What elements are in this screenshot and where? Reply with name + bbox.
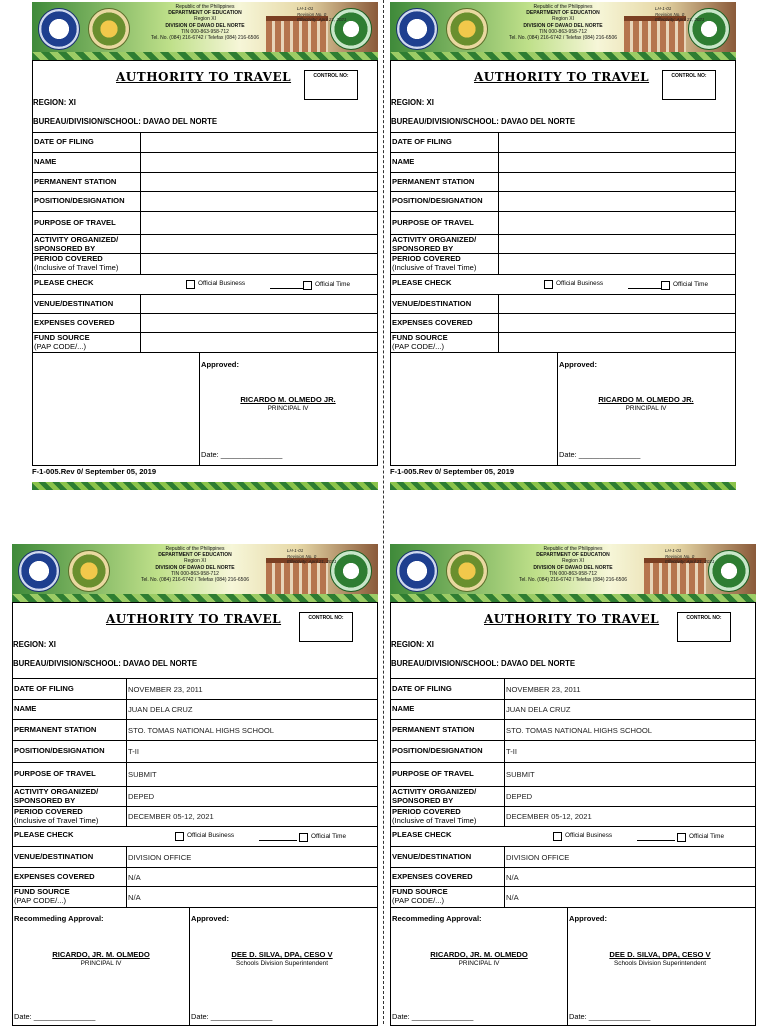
row-divider	[498, 173, 499, 192]
row-divider	[140, 173, 141, 192]
fund-label: FUND SOURCE	[34, 333, 90, 342]
document-code-code1: LH-1-01	[297, 6, 314, 11]
row-divider	[126, 868, 127, 887]
letterhead-line5: TIN 000-863-958-712	[171, 570, 219, 577]
row-divider	[126, 679, 127, 700]
form-row-please-check	[391, 826, 755, 847]
official-time-label: Official Time	[689, 833, 725, 840]
form-title: AUTHORITY TO TRAVEL	[116, 70, 292, 84]
date-of-filing-field[interactable]: NOVEMBER 23, 2011	[128, 685, 203, 694]
permanent-station-label: PERMANENT STATION	[34, 177, 117, 186]
control-no-box[interactable]: CONTROL NO:	[304, 70, 358, 100]
form-row-expenses	[33, 313, 377, 333]
fund-label: FUND SOURCE	[392, 333, 448, 342]
official-business-label: Official Business	[565, 832, 613, 839]
date-of-filing-label: DATE OF FILING	[392, 137, 452, 146]
letterhead-line1: Republic of the Philippines	[533, 4, 593, 10]
approved-label: Approved:	[569, 914, 607, 923]
row-divider	[498, 314, 499, 333]
letterhead-band	[390, 52, 736, 60]
form-row-date-of-filing	[33, 132, 377, 153]
form-row-position	[391, 191, 735, 212]
bureau-label: BUREAU/DIVISION/SCHOOL: DAVAO DEL NORTE	[13, 659, 198, 668]
row-divider	[498, 295, 499, 314]
row-divider	[126, 741, 127, 763]
form-row-purpose	[33, 211, 377, 235]
form-row-period	[391, 806, 755, 827]
date-of-filing-label: DATE OF FILING	[34, 137, 94, 146]
fund-field[interactable]: N/A	[506, 893, 519, 902]
letterhead-line2: DEPARTMENT OF EDUCATION	[536, 552, 610, 559]
control-no-box[interactable]: CONTROL NO:	[677, 612, 731, 642]
please-check-label: PLEASE CHECK	[392, 278, 452, 287]
fund-label-2: (PAP CODE/...)	[34, 342, 87, 351]
approver-position: Schools Division Superintendent	[613, 960, 706, 967]
letterhead-text	[110, 546, 280, 583]
form-row-activity	[391, 234, 735, 254]
recommending-approval-label: Recommeding Approval:	[14, 914, 104, 923]
form-row-date-of-filing	[13, 678, 377, 700]
letterhead-line6: Tel. No. (084) 216-6742 / Telefax (084) 216-6506	[150, 35, 260, 42]
row-divider	[498, 192, 499, 212]
row-divider	[126, 720, 127, 741]
purpose-field[interactable]: SUBMIT	[128, 770, 157, 779]
document-code-code2: Revision No. 0	[655, 11, 685, 17]
recommend-date-field[interactable]: Date: _______________	[14, 1012, 96, 1021]
region-label: REGION: XI	[13, 640, 56, 649]
approver-name: DEE D. SILVA, DPA, CESO V	[609, 950, 711, 959]
period-label-2: (Inclusive of Travel Time)	[34, 263, 119, 272]
recommender-name: RICARDO, JR. M. OLMEDO	[430, 950, 528, 959]
row-divider	[140, 153, 141, 173]
letterhead	[12, 544, 378, 602]
position-label: POSITION/DESIGNATION	[392, 196, 483, 205]
official-time-label: Official Time	[673, 281, 709, 288]
fund-label-2: (PAP CODE/...)	[14, 896, 67, 905]
letterhead-band	[12, 594, 378, 602]
footer-band	[390, 482, 736, 490]
row-divider	[498, 254, 499, 275]
official-time-checkbox[interactable]	[677, 833, 686, 842]
venue-label: VENUE/DESTINATION	[392, 852, 472, 861]
approver-position: Schools Division Superintendent	[235, 960, 328, 967]
letterhead	[390, 2, 736, 60]
signature-area	[391, 907, 755, 1026]
expenses-field[interactable]: N/A	[128, 873, 141, 882]
please-check-label: PLEASE CHECK	[392, 830, 452, 839]
signature-divider	[567, 908, 568, 1026]
letterhead-band	[32, 52, 378, 60]
row-divider	[504, 807, 505, 827]
form-row-period	[13, 806, 377, 827]
activity-label: ACTIVITY ORGANIZED/	[14, 787, 99, 796]
approval-date-field[interactable]: Date: _______________	[559, 450, 641, 459]
signature-area	[391, 352, 735, 466]
region-label: REGION: XI	[391, 98, 434, 107]
travel-form	[390, 544, 756, 1024]
approval-date-field[interactable]: Date: _______________	[569, 1012, 651, 1021]
activity-label-2: SPONSORED BY	[14, 796, 76, 805]
row-divider	[126, 763, 127, 787]
document-code	[287, 548, 336, 565]
form-row-please-check	[33, 274, 377, 295]
position-field[interactable]: T-II	[506, 747, 517, 756]
cut-line	[383, 0, 384, 1024]
approved-label: Approved:	[201, 360, 239, 369]
form-row-fund	[391, 332, 735, 353]
approver-position: PRINCIPAL IV	[267, 405, 309, 412]
form-row-fund	[13, 886, 377, 908]
form-body	[390, 602, 756, 1026]
period-label: PERIOD COVERED	[392, 807, 461, 816]
period-label-2: (Inclusive of Travel Time)	[392, 263, 477, 272]
official-business-checkbox[interactable]	[553, 832, 562, 841]
footer-band	[32, 482, 378, 490]
letterhead-line1: Republic of the Philippines	[175, 4, 235, 10]
form-row-date-of-filing	[391, 132, 735, 153]
document-code-code3: Effectivity: April 21, 2021	[287, 559, 337, 564]
document-code	[655, 6, 704, 23]
document-code-code2: Revision No. 0	[665, 553, 695, 559]
letterhead-line5: TIN 000-863-958-712	[181, 28, 229, 35]
row-divider	[504, 887, 505, 908]
form-title: AUTHORITY TO TRAVEL	[474, 70, 650, 84]
name-field[interactable]: JUAN DELA CRUZ	[128, 705, 193, 714]
form-row-expenses	[391, 313, 735, 333]
letterhead	[32, 2, 378, 60]
form-row-name	[391, 152, 735, 173]
activity-label: ACTIVITY ORGANIZED/	[34, 235, 119, 244]
form-row-name	[391, 699, 755, 720]
bureau-label: BUREAU/DIVISION/SCHOOL: DAVAO DEL NORTE	[391, 659, 576, 668]
approval-date-field[interactable]: Date: _______________	[191, 1012, 273, 1021]
venue-field[interactable]: DIVISION OFFICE	[128, 853, 192, 862]
approver-name: RICARDO M. OLMEDO JR.	[598, 395, 694, 404]
signature-divider	[189, 908, 190, 1026]
document-code-code2: Revision No. 0	[297, 11, 327, 17]
row-divider	[140, 333, 141, 353]
activity-field[interactable]: DEPED	[506, 792, 533, 801]
permanent-station-label: PERMANENT STATION	[392, 725, 475, 734]
activity-label: ACTIVITY ORGANIZED/	[392, 235, 477, 244]
travel-form	[12, 544, 378, 1024]
expenses-label: EXPENSES COVERED	[392, 872, 473, 881]
deped-seal-icon	[38, 8, 80, 50]
form-row-activity	[33, 234, 377, 254]
venue-label: VENUE/DESTINATION	[392, 299, 472, 308]
expenses-field[interactable]: N/A	[506, 873, 519, 882]
permanent-station-label: PERMANENT STATION	[14, 725, 97, 734]
row-divider	[504, 763, 505, 787]
name-field[interactable]: JUAN DELA CRUZ	[506, 705, 571, 714]
row-divider	[498, 133, 499, 153]
row-divider	[140, 133, 141, 153]
form-row-permanent-station	[33, 172, 377, 192]
approved-label: Approved:	[191, 914, 229, 923]
letterhead-line4: DIVISION OF DAVAO DEL NORTE	[165, 22, 245, 29]
letterhead-line5: TIN 000-863-958-712	[549, 570, 597, 577]
document-code-code1: LH-1-01	[655, 6, 672, 11]
position-field[interactable]: T-II	[128, 747, 139, 756]
signature-divider	[199, 353, 200, 466]
form-row-purpose	[13, 762, 377, 787]
row-divider	[126, 887, 127, 908]
row-divider	[140, 254, 141, 275]
letterhead-line6: Tel. No. (084) 216-6742 / Telefax (084) 216-6506	[140, 577, 250, 584]
permanent-station-field[interactable]: STO. TOMAS NATIONAL HIGHS SCHOOL	[506, 726, 652, 735]
row-divider	[498, 333, 499, 353]
recommender-position: PRINCIPAL IV	[458, 960, 500, 967]
please-check-label: PLEASE CHECK	[14, 830, 74, 839]
row-divider	[126, 847, 127, 868]
row-divider	[126, 807, 127, 827]
official-business-label: Official Business	[187, 832, 235, 839]
letterhead-line3: Region XI	[562, 558, 584, 565]
form-row-name	[13, 699, 377, 720]
period-label: PERIOD COVERED	[14, 807, 83, 816]
form-row-position	[33, 191, 377, 212]
activity-field[interactable]: DEPED	[128, 792, 155, 801]
letterhead-text	[120, 4, 290, 41]
form-code-footer: F-1-005.Rev 0/ September 05, 2019	[32, 467, 157, 476]
division-seal-icon	[446, 550, 488, 592]
form-row-expenses	[391, 867, 755, 887]
fund-field[interactable]: N/A	[128, 893, 141, 902]
period-label-2: (Inclusive of Travel Time)	[14, 816, 99, 825]
venue-field[interactable]: DIVISION OFFICE	[506, 853, 570, 862]
form-row-venue	[33, 294, 377, 314]
form-row-please-check	[13, 826, 377, 847]
row-divider	[140, 235, 141, 254]
letterhead-line3: Region XI	[184, 558, 206, 565]
purpose-field[interactable]: SUBMIT	[506, 770, 535, 779]
form-body	[390, 60, 736, 466]
activity-label-2: SPONSORED BY	[392, 244, 454, 253]
form-row-permanent-station	[391, 172, 735, 192]
control-no-box[interactable]: CONTROL NO:	[299, 612, 353, 642]
region-label: REGION: XI	[33, 98, 76, 107]
letterhead-text	[488, 546, 658, 583]
row-divider	[498, 212, 499, 235]
form-row-name	[33, 152, 377, 173]
official-business-label: Official Business	[556, 280, 604, 287]
purpose-label: PURPOSE OF TRAVEL	[14, 769, 96, 778]
fund-label-2: (PAP CODE/...)	[392, 342, 445, 351]
form-row-date-of-filing	[391, 678, 755, 700]
row-divider	[498, 235, 499, 254]
period-field[interactable]: DECEMBER 05-12, 2021	[128, 812, 214, 821]
approver-position: PRINCIPAL IV	[625, 405, 667, 412]
letterhead-line3: Region XI	[552, 16, 574, 23]
letterhead-line3: Region XI	[194, 16, 216, 23]
signature-area	[33, 352, 377, 466]
form-row-fund	[33, 332, 377, 353]
form-row-activity	[13, 786, 377, 807]
expenses-label: EXPENSES COVERED	[392, 318, 473, 327]
division-seal-icon	[68, 550, 110, 592]
approver-name: DEE D. SILVA, DPA, CESO V	[231, 950, 333, 959]
form-row-fund	[391, 886, 755, 908]
row-divider	[140, 314, 141, 333]
name-label: NAME	[14, 704, 37, 713]
document-code	[297, 6, 346, 23]
document-code-code3: Effectivity: April 21, 2021	[655, 17, 705, 22]
fund-label: FUND SOURCE	[14, 887, 70, 896]
official-business-label: Official Business	[198, 280, 246, 287]
date-of-filing-field[interactable]: NOVEMBER 23, 2011	[506, 685, 581, 694]
row-divider	[504, 679, 505, 700]
form-row-purpose	[391, 762, 755, 787]
document-code-code1: LH-1-01	[287, 548, 304, 553]
permanent-station-label: PERMANENT STATION	[392, 177, 475, 186]
document-code-code1: LH-1-01	[665, 548, 682, 553]
date-of-filing-label: DATE OF FILING	[14, 684, 74, 693]
row-divider	[504, 741, 505, 763]
form-row-expenses	[13, 867, 377, 887]
venue-label: VENUE/DESTINATION	[34, 299, 114, 308]
form-body	[32, 60, 378, 466]
official-time-label: Official Time	[311, 833, 347, 840]
letterhead-line1: Republic of the Philippines	[543, 546, 603, 552]
period-label: PERIOD COVERED	[392, 254, 461, 263]
official-business-checkbox[interactable]	[175, 832, 184, 841]
period-label-2: (Inclusive of Travel Time)	[392, 816, 477, 825]
position-label: POSITION/DESIGNATION	[34, 196, 125, 205]
fund-label-2: (PAP CODE/...)	[392, 896, 445, 905]
form-body	[12, 602, 378, 1026]
form-code-footer: F-1-005.Rev 0/ September 05, 2019	[390, 467, 515, 476]
name-label: NAME	[392, 704, 415, 713]
deped-seal-icon	[396, 8, 438, 50]
letterhead-line6: Tel. No. (084) 216-6742 / Telefax (084) 216-6506	[518, 577, 628, 584]
row-divider	[126, 787, 127, 807]
letterhead-text	[478, 4, 648, 41]
venue-label: VENUE/DESTINATION	[14, 852, 94, 861]
official-time-label: Official Time	[315, 281, 351, 288]
please-check-label: PLEASE CHECK	[34, 278, 94, 287]
document-code-code3: Effectivity: April 21, 2021	[297, 17, 347, 22]
letterhead-line5: TIN 000-863-958-712	[539, 28, 587, 35]
form-row-position	[13, 740, 377, 763]
recommending-approval-label: Recommeding Approval:	[392, 914, 482, 923]
letterhead-line2: DEPARTMENT OF EDUCATION	[526, 10, 600, 17]
form-row-permanent-station	[391, 719, 755, 741]
region-label: REGION: XI	[391, 640, 434, 649]
official-business-line	[637, 840, 675, 841]
form-row-purpose	[391, 211, 735, 235]
permanent-station-field[interactable]: STO. TOMAS NATIONAL HIGHS SCHOOL	[128, 726, 274, 735]
name-label: NAME	[392, 157, 415, 166]
position-label: POSITION/DESIGNATION	[392, 746, 483, 755]
official-business-checkbox[interactable]	[544, 280, 553, 289]
approved-label: Approved:	[559, 360, 597, 369]
form-row-activity	[391, 786, 755, 807]
letterhead-line1: Republic of the Philippines	[165, 546, 225, 552]
letterhead-line4: DIVISION OF DAVAO DEL NORTE	[155, 564, 235, 571]
form-row-venue	[391, 846, 755, 868]
row-divider	[504, 787, 505, 807]
recommend-date-field[interactable]: Date: _______________	[392, 1012, 474, 1021]
official-time-checkbox[interactable]	[299, 833, 308, 842]
row-divider	[140, 295, 141, 314]
row-divider	[504, 847, 505, 868]
recommender-position: PRINCIPAL IV	[80, 960, 122, 967]
letterhead-line4: DIVISION OF DAVAO DEL NORTE	[533, 564, 613, 571]
approver-name: RICARDO M. OLMEDO JR.	[240, 395, 336, 404]
form-title: AUTHORITY TO TRAVEL	[484, 612, 660, 626]
purpose-label: PURPOSE OF TRAVEL	[392, 218, 474, 227]
row-divider	[140, 192, 141, 212]
recommender-name: RICARDO, JR. M. OLMEDO	[52, 950, 150, 959]
signature-divider	[557, 353, 558, 466]
position-label: POSITION/DESIGNATION	[14, 746, 105, 755]
expenses-label: EXPENSES COVERED	[34, 318, 115, 327]
activity-label-2: SPONSORED BY	[34, 244, 96, 253]
period-label: PERIOD COVERED	[34, 254, 103, 263]
letterhead	[390, 544, 756, 602]
form-row-position	[391, 740, 755, 763]
form-title: AUTHORITY TO TRAVEL	[106, 612, 282, 626]
form-row-venue	[391, 294, 735, 314]
row-divider	[140, 212, 141, 235]
form-row-venue	[13, 846, 377, 868]
deped-seal-icon	[18, 550, 60, 592]
document-code-code2: Revision No. 0	[287, 553, 317, 559]
bureau-label: BUREAU/DIVISION/SCHOOL: DAVAO DEL NORTE	[33, 117, 218, 126]
form-row-please-check	[391, 274, 735, 295]
row-divider	[498, 153, 499, 173]
period-field[interactable]: DECEMBER 05-12, 2021	[506, 812, 592, 821]
official-business-line	[259, 840, 297, 841]
approval-date-field[interactable]: Date: _______________	[201, 450, 283, 459]
name-label: NAME	[34, 157, 57, 166]
deped-seal-icon	[396, 550, 438, 592]
document-code-code3: Effectivity: April 21, 2021	[665, 559, 715, 564]
bureau-label: BUREAU/DIVISION/SCHOOL: DAVAO DEL NORTE	[391, 117, 576, 126]
control-no-box[interactable]: CONTROL NO:	[662, 70, 716, 100]
activity-label: ACTIVITY ORGANIZED/	[392, 787, 477, 796]
form-row-period	[391, 253, 735, 275]
letterhead-line2: DEPARTMENT OF EDUCATION	[158, 552, 232, 559]
row-divider	[504, 868, 505, 887]
row-divider	[504, 720, 505, 741]
signature-area	[13, 907, 377, 1026]
official-business-checkbox[interactable]	[186, 280, 195, 289]
travel-form	[32, 2, 378, 488]
letterhead-line2: DEPARTMENT OF EDUCATION	[168, 10, 242, 17]
form-row-period	[33, 253, 377, 275]
letterhead-band	[390, 594, 756, 602]
form-row-permanent-station	[13, 719, 377, 741]
purpose-label: PURPOSE OF TRAVEL	[34, 218, 116, 227]
document-code	[665, 548, 714, 565]
row-divider	[126, 700, 127, 720]
fund-label: FUND SOURCE	[392, 887, 448, 896]
official-time-checkbox[interactable]	[661, 281, 670, 290]
row-divider	[504, 700, 505, 720]
travel-form	[390, 2, 736, 488]
activity-label-2: SPONSORED BY	[392, 796, 454, 805]
expenses-label: EXPENSES COVERED	[14, 872, 95, 881]
official-time-checkbox[interactable]	[303, 281, 312, 290]
letterhead-line6: Tel. No. (084) 216-6742 / Telefax (084) 216-6506	[508, 35, 618, 42]
date-of-filing-label: DATE OF FILING	[392, 684, 452, 693]
purpose-label: PURPOSE OF TRAVEL	[392, 769, 474, 778]
letterhead-line4: DIVISION OF DAVAO DEL NORTE	[523, 22, 603, 29]
